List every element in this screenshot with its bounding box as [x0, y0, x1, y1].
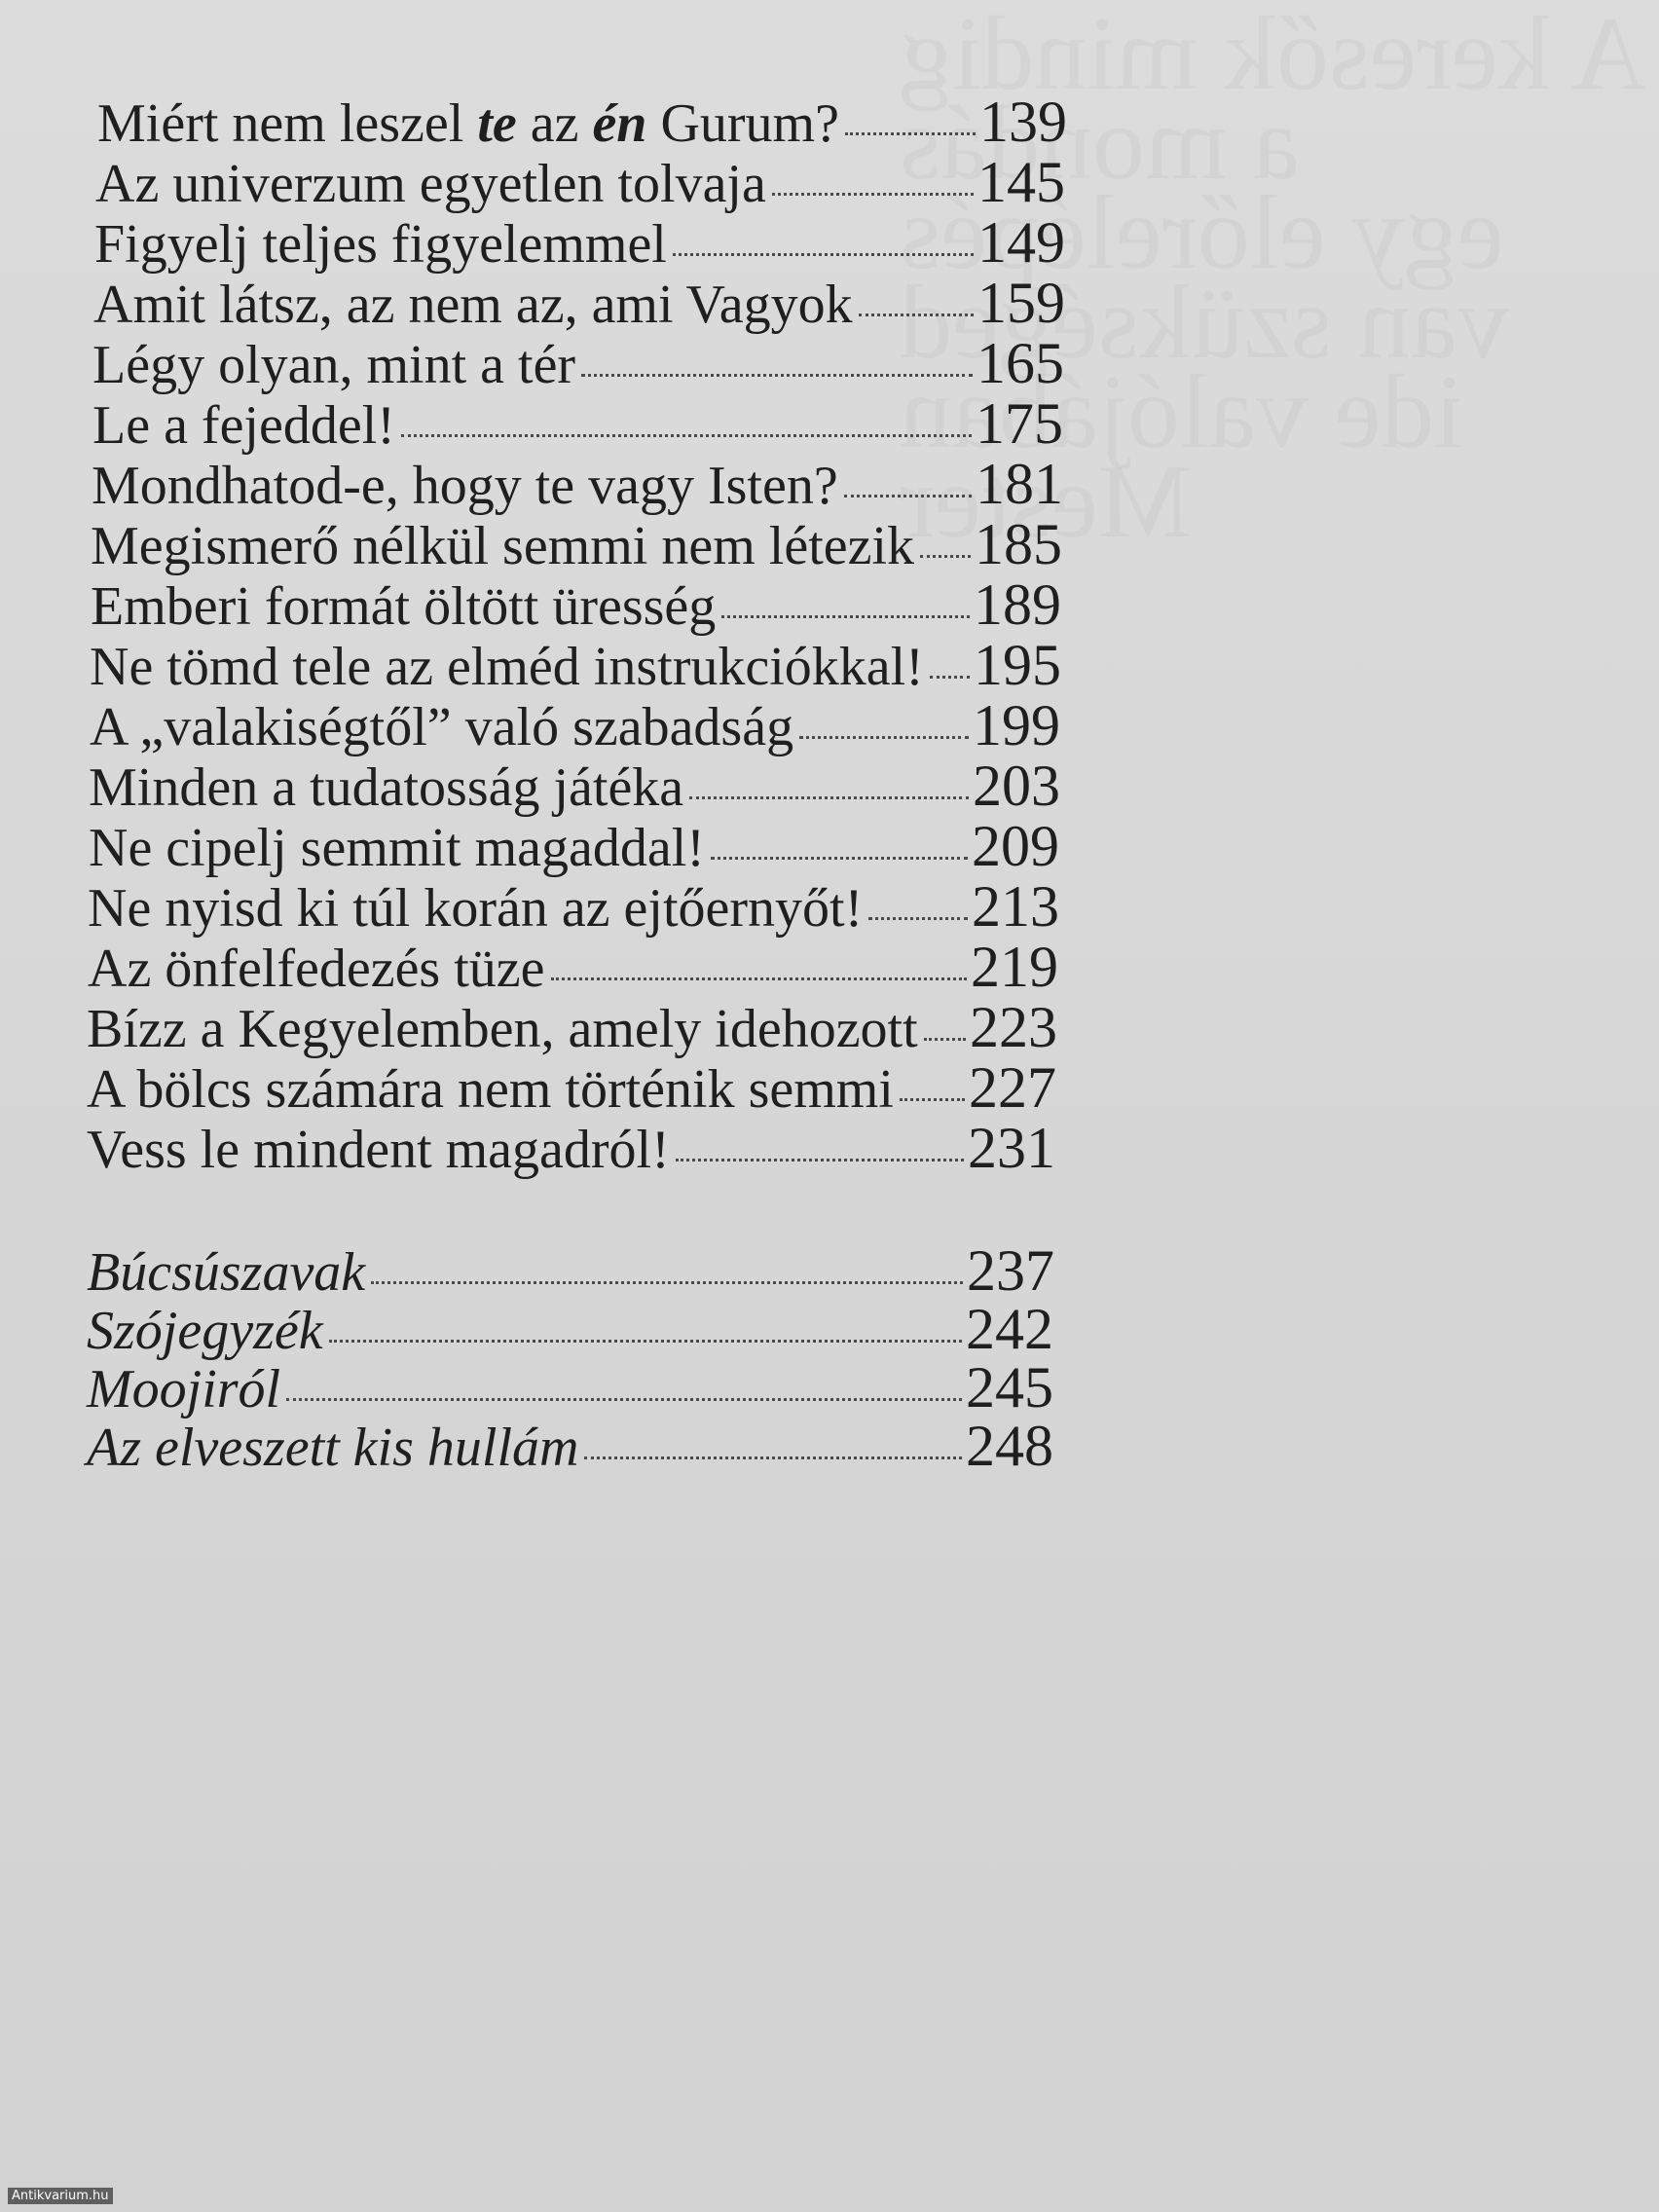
toc-entry-title: Szójegyzék	[87, 1301, 323, 1361]
toc-entry-title: Miért nem leszel te az én Gurum?	[97, 93, 839, 154]
toc-entry-page: 195	[974, 633, 1061, 697]
toc-entry-page: 219	[971, 935, 1058, 999]
toc-entry-title: Megismerő nélkül semmi nem létezik	[91, 516, 915, 576]
dot-leader	[859, 313, 974, 316]
toc-entry-page: 227	[969, 1055, 1056, 1120]
toc-entry-page: 199	[973, 693, 1060, 757]
toc-entry-page: 139	[979, 90, 1067, 154]
dot-leader	[551, 977, 968, 980]
toc-entry-page: 213	[972, 874, 1059, 939]
dot-leader	[581, 374, 973, 377]
toc-entry	[92, 389, 1063, 458]
dot-leader	[845, 132, 976, 135]
toc-entry-title: Bízz a Kegyelemben, amely idehozott	[87, 999, 918, 1059]
toc-entry-page: 149	[977, 210, 1065, 275]
dot-leader	[689, 796, 969, 799]
dot-leader	[371, 1281, 963, 1284]
toc-entry-title: Ne tömd tele az elméd instrukciókkal!	[90, 637, 924, 697]
toc-entry	[94, 208, 1065, 276]
toc-entry-page: 189	[974, 572, 1061, 637]
dot-leader	[799, 736, 969, 739]
dot-leader	[920, 555, 971, 558]
toc-entry	[90, 691, 1060, 759]
toc-entry-title: Moojiról	[87, 1359, 281, 1419]
dot-leader	[673, 253, 974, 256]
toc-entry-page: 175	[976, 391, 1063, 456]
toc-entry-page: 223	[970, 995, 1057, 1059]
toc-entry	[89, 812, 1059, 880]
toc-entry-title: Mondhatod-e, hogy te vagy Isten?	[92, 456, 838, 516]
toc-entry-title: Az elveszett kis hullám	[87, 1418, 579, 1478]
toc-entry	[95, 148, 1065, 216]
toc-entry-title: Amit látsz, az nem az, ami Vagyok	[93, 275, 853, 335]
toc-entry-page: 185	[975, 512, 1062, 576]
toc-entry-title: Figyelj teljes figyelemmel	[94, 214, 667, 275]
toc-entry	[88, 872, 1059, 940]
toc-entry-title: Vess le mindent magadról!	[87, 1120, 670, 1180]
toc-entry-title: Búcsúszavak	[87, 1242, 366, 1303]
toc-entry-page: 145	[977, 150, 1065, 214]
toc-entry	[92, 329, 1064, 397]
toc-entry-page: 203	[973, 754, 1060, 818]
dot-leader	[930, 676, 970, 679]
toc-entry	[93, 269, 1065, 337]
toc-entry-title: Le a fejeddel!	[92, 395, 395, 456]
toc-entry-title: A „valakiségtől” való szabadság	[90, 697, 794, 757]
toc-entry-page: 237	[967, 1238, 1054, 1303]
toc-entry-page: 209	[972, 814, 1059, 878]
dot-leader	[844, 495, 972, 498]
dot-leader	[676, 1159, 964, 1161]
toc-entry-page: 231	[968, 1116, 1055, 1180]
toc-entry-title: Ne nyisd ki túl korán az ejtőernyőt!	[88, 878, 864, 939]
toc-entry	[87, 1053, 1056, 1122]
toc-entry	[92, 450, 1063, 518]
toc-entry-title: Az önfelfedezés tüze	[88, 939, 545, 999]
toc-entry-page: 245	[966, 1355, 1053, 1419]
toc-entry-title: Emberi formát öltött üresség	[91, 576, 717, 637]
toc-entry-page: 242	[966, 1297, 1053, 1361]
toc-entry-page: 159	[977, 271, 1065, 335]
toc-entry	[87, 1114, 1055, 1182]
toc-entry	[91, 510, 1062, 578]
dot-leader	[924, 1038, 966, 1041]
toc-entry	[88, 933, 1058, 1001]
dot-leader	[772, 193, 974, 196]
dot-leader	[711, 857, 968, 860]
toc-entry-title: Légy olyan, mint a tér	[92, 335, 576, 395]
toc-entry-page: 248	[966, 1414, 1053, 1478]
dot-leader	[286, 1398, 962, 1401]
toc-entry-title: Minden a tudatosság játéka	[89, 757, 684, 818]
toc-entry-title: Az univerzum egyetlen tolvaja	[95, 154, 766, 214]
toc-entry-title: A bölcs számára nem történik semmi	[87, 1059, 894, 1120]
toc-entry	[90, 631, 1061, 699]
site-watermark: Antikvarium.hu	[8, 2188, 113, 2204]
toc-entry-page: 181	[976, 452, 1063, 516]
toc-entry-page: 165	[977, 331, 1064, 395]
dot-leader	[329, 1340, 962, 1343]
dot-leader	[584, 1456, 962, 1459]
toc-entry	[91, 571, 1061, 639]
dot-leader	[900, 1098, 965, 1101]
dot-leader	[868, 917, 968, 920]
toc-entry	[89, 752, 1060, 820]
dot-leader	[721, 615, 970, 618]
toc-entry	[87, 993, 1057, 1061]
toc-entry-back-matter	[87, 1412, 1053, 1480]
toc-entry	[97, 88, 1067, 156]
toc-entry-title: Ne cipelj semmit magaddal!	[89, 818, 705, 878]
dot-leader	[401, 434, 972, 437]
